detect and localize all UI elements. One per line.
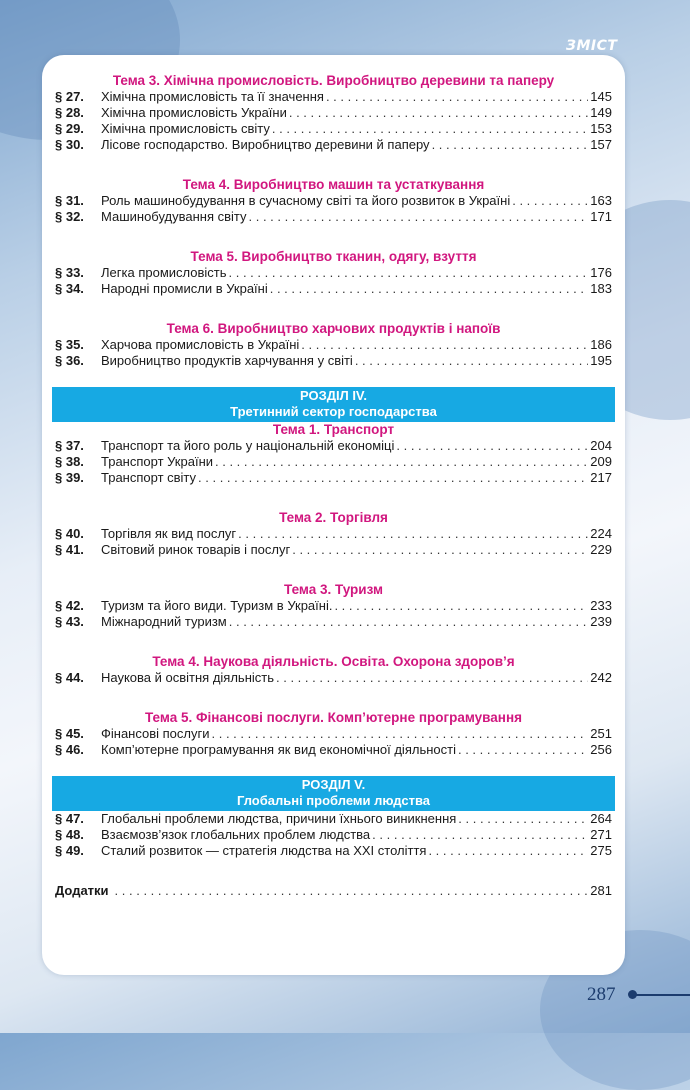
page-number: 251	[590, 726, 612, 741]
toc-entry[interactable]	[55, 353, 612, 369]
section-title: Третинний сектор господарства	[230, 404, 437, 419]
toc-entry[interactable]	[55, 105, 612, 121]
page-number: 217	[590, 470, 612, 485]
paragraph-number: § 41.	[55, 542, 84, 557]
dot-leader	[229, 614, 589, 630]
paragraph-number: § 37.	[55, 438, 84, 453]
dot-leader	[270, 281, 589, 297]
page-number: 281	[590, 883, 612, 898]
entry-title: Торгівля як вид послуг	[101, 526, 237, 541]
entry-title: Виробництво продуктів харчування у світі	[101, 353, 353, 368]
paragraph-number: § 36.	[55, 353, 84, 368]
page-number: 186	[590, 337, 612, 352]
page-number: 195	[590, 353, 612, 368]
paragraph-number: § 35.	[55, 337, 84, 352]
toc-entry[interactable]	[55, 827, 612, 843]
topic-heading: Тема 3. Туризм	[284, 582, 383, 597]
toc-entry-appendix[interactable]	[55, 883, 612, 899]
page-number: 242	[590, 670, 612, 685]
footer-line	[633, 994, 690, 996]
entry-title: Харчова промисловість в Україні	[101, 337, 300, 352]
paragraph-number: § 28.	[55, 105, 84, 120]
entry-title: Наукова й освітня діяльність	[101, 670, 274, 685]
paragraph-number: § 42.	[55, 598, 84, 613]
page-number: 183	[590, 281, 612, 296]
topic-heading: Тема 6. Виробництво харчових продуктів і напоїв	[166, 321, 501, 336]
dot-leader	[272, 121, 588, 137]
paragraph-number: § 30.	[55, 137, 84, 152]
topic-heading: Тема 1. Транспорт	[272, 422, 395, 437]
dot-leader	[229, 265, 589, 281]
toc-entry[interactable]	[55, 726, 612, 742]
paragraph-number: § 29.	[55, 121, 84, 136]
entry-title: Роль машинобудування в сучасному світі та його розвиток в Україні	[101, 193, 511, 208]
entry-title: Транспорт світу	[101, 470, 197, 485]
toc-entry[interactable]	[55, 438, 612, 454]
toc-entry-list	[55, 193, 612, 225]
page-number: 157	[590, 137, 612, 152]
toc-entry-list	[55, 598, 612, 630]
toc-entry[interactable]	[55, 811, 612, 827]
paragraph-number: § 32.	[55, 209, 84, 224]
page-number: 209	[590, 454, 612, 469]
toc-entry-list	[55, 811, 612, 859]
page-number: 176	[590, 265, 612, 280]
paragraph-number: § 47.	[55, 811, 84, 826]
toc-entry-list	[55, 526, 612, 558]
dot-leader	[215, 454, 588, 470]
page-number: 204	[590, 438, 612, 453]
page-number: 239	[590, 614, 612, 629]
entry-title: Народні промисли в Україні	[101, 281, 268, 296]
toc-entry-list	[55, 670, 612, 686]
topic-heading: Тема 2. Торгівля	[279, 510, 388, 525]
entry-title: Хімічна промисловість та її значення	[101, 89, 324, 104]
section-header-label: ЗМІСТ	[566, 38, 618, 54]
entry-title: Міжнародний туризм	[101, 614, 227, 629]
page-number: 163	[590, 193, 612, 208]
dot-leader	[212, 726, 589, 742]
dot-leader	[372, 827, 588, 843]
entry-title: Комп’ютерне програмування як вид економічної діяльності	[101, 742, 456, 757]
toc-entry[interactable]	[55, 670, 612, 686]
dot-leader	[292, 542, 588, 558]
dot-leader	[334, 598, 588, 614]
dot-leader	[301, 337, 588, 353]
dot-leader	[326, 89, 588, 105]
page-number: 171	[590, 209, 612, 224]
entry-title: Сталий розвиток — стратегія людства на XXI століття	[101, 843, 427, 858]
section-number: РОЗДІЛ V.	[301, 777, 366, 792]
page-number: 233	[590, 598, 612, 613]
entry-title: Взаємозв’язок глобальних проблем людства	[101, 827, 371, 842]
page-number: 275	[590, 843, 612, 858]
entry-title: Глобальні проблеми людства, причини їхнього виникнення	[101, 811, 457, 826]
page-number: 224	[590, 526, 612, 541]
toc-entry-list	[55, 89, 612, 153]
entry-title: Туризм та його види. Туризм в Україні.	[101, 598, 333, 613]
toc-entry[interactable]	[55, 614, 612, 630]
entry-title: Лісове господарство. Виробництво деревини й паперу	[101, 137, 430, 152]
page-number: 149	[590, 105, 612, 120]
dot-leader	[238, 526, 588, 542]
page-number: 271	[590, 827, 612, 842]
toc-entry[interactable]	[55, 137, 612, 153]
paragraph-number: § 49.	[55, 843, 84, 858]
toc-entry[interactable]	[55, 470, 612, 486]
topic-heading: Тема 3. Хімічна промисловість. Виробництво деревини та паперу	[112, 73, 555, 88]
page-number-footer: 287	[587, 984, 616, 1005]
toc-entry[interactable]	[55, 598, 612, 614]
appendix-title: Додатки	[55, 883, 109, 898]
toc-entry-list	[55, 438, 612, 486]
dot-leader	[115, 883, 589, 899]
dot-leader	[355, 353, 588, 369]
toc-entry-list	[55, 265, 612, 297]
entry-title: Легка промисловість	[101, 265, 227, 280]
page-number: 153	[590, 121, 612, 136]
entry-title: Фінансові послуги	[101, 726, 210, 741]
toc-entry[interactable]	[55, 542, 612, 558]
entry-title: Транспорт та його роль у національній економіці	[101, 438, 395, 453]
paragraph-number: § 45.	[55, 726, 84, 741]
page-number: 145	[590, 89, 612, 104]
section-banner	[52, 776, 615, 811]
dot-leader	[512, 193, 588, 209]
paragraph-number: § 39.	[55, 470, 84, 485]
toc-entry[interactable]	[55, 281, 612, 297]
dot-leader	[249, 209, 589, 225]
table-of-contents	[55, 73, 612, 899]
toc-entry[interactable]	[55, 89, 612, 105]
paragraph-number: § 38.	[55, 454, 84, 469]
dot-leader	[428, 843, 588, 859]
paragraph-number: § 43.	[55, 614, 84, 629]
toc-entry-list	[55, 726, 612, 758]
paragraph-number: § 44.	[55, 670, 84, 685]
topic-heading: Тема 5. Виробництво тканин, одягу, взуття	[190, 249, 477, 264]
entry-title: Машинобудування світу	[101, 209, 247, 224]
paragraph-number: § 27.	[55, 89, 84, 104]
paragraph-number: § 34.	[55, 281, 84, 296]
page-number: 256	[590, 742, 612, 757]
entry-title: Транспорт України	[101, 454, 214, 469]
paragraph-number: § 48.	[55, 827, 84, 842]
paragraph-number: § 31.	[55, 193, 84, 208]
toc-entry[interactable]	[55, 526, 612, 542]
dot-leader	[198, 470, 588, 486]
entry-title: Хімічна промисловість світу	[101, 121, 270, 136]
page-number: 264	[590, 811, 612, 826]
section-number: РОЗДІЛ IV.	[299, 388, 368, 403]
section-title: Глобальні проблеми людства	[236, 793, 431, 808]
toc-entry[interactable]	[55, 843, 612, 859]
topic-heading: Тема 4. Виробництво машин та устаткування	[182, 177, 485, 192]
dot-leader	[289, 105, 588, 121]
toc-entry[interactable]	[55, 337, 612, 353]
dot-leader	[396, 438, 588, 454]
toc-entry[interactable]	[55, 742, 612, 758]
dot-leader	[458, 742, 588, 758]
topic-heading: Тема 5. Фінансові послуги. Комп’ютерне програмування	[144, 710, 522, 725]
entry-title: Хімічна промисловість України	[101, 105, 287, 120]
toc-entry-list	[55, 337, 612, 369]
toc-entry[interactable]	[55, 193, 612, 209]
toc-entry[interactable]	[55, 265, 612, 281]
paragraph-number: § 46.	[55, 742, 84, 757]
section-banner	[52, 387, 615, 422]
paragraph-number: § 33.	[55, 265, 84, 280]
dot-leader	[432, 137, 589, 153]
dot-leader	[276, 670, 588, 686]
toc-entry[interactable]	[55, 454, 612, 470]
paragraph-number: § 40.	[55, 526, 84, 541]
page-number: 229	[590, 542, 612, 557]
dot-leader	[458, 811, 588, 827]
toc-entry[interactable]	[55, 121, 612, 137]
entry-title: Світовий ринок товарів і послуг	[101, 542, 291, 557]
topic-heading: Тема 4. Наукова діяльність. Освіта. Охорона здоров’я	[152, 654, 515, 669]
toc-entry[interactable]	[55, 209, 612, 225]
